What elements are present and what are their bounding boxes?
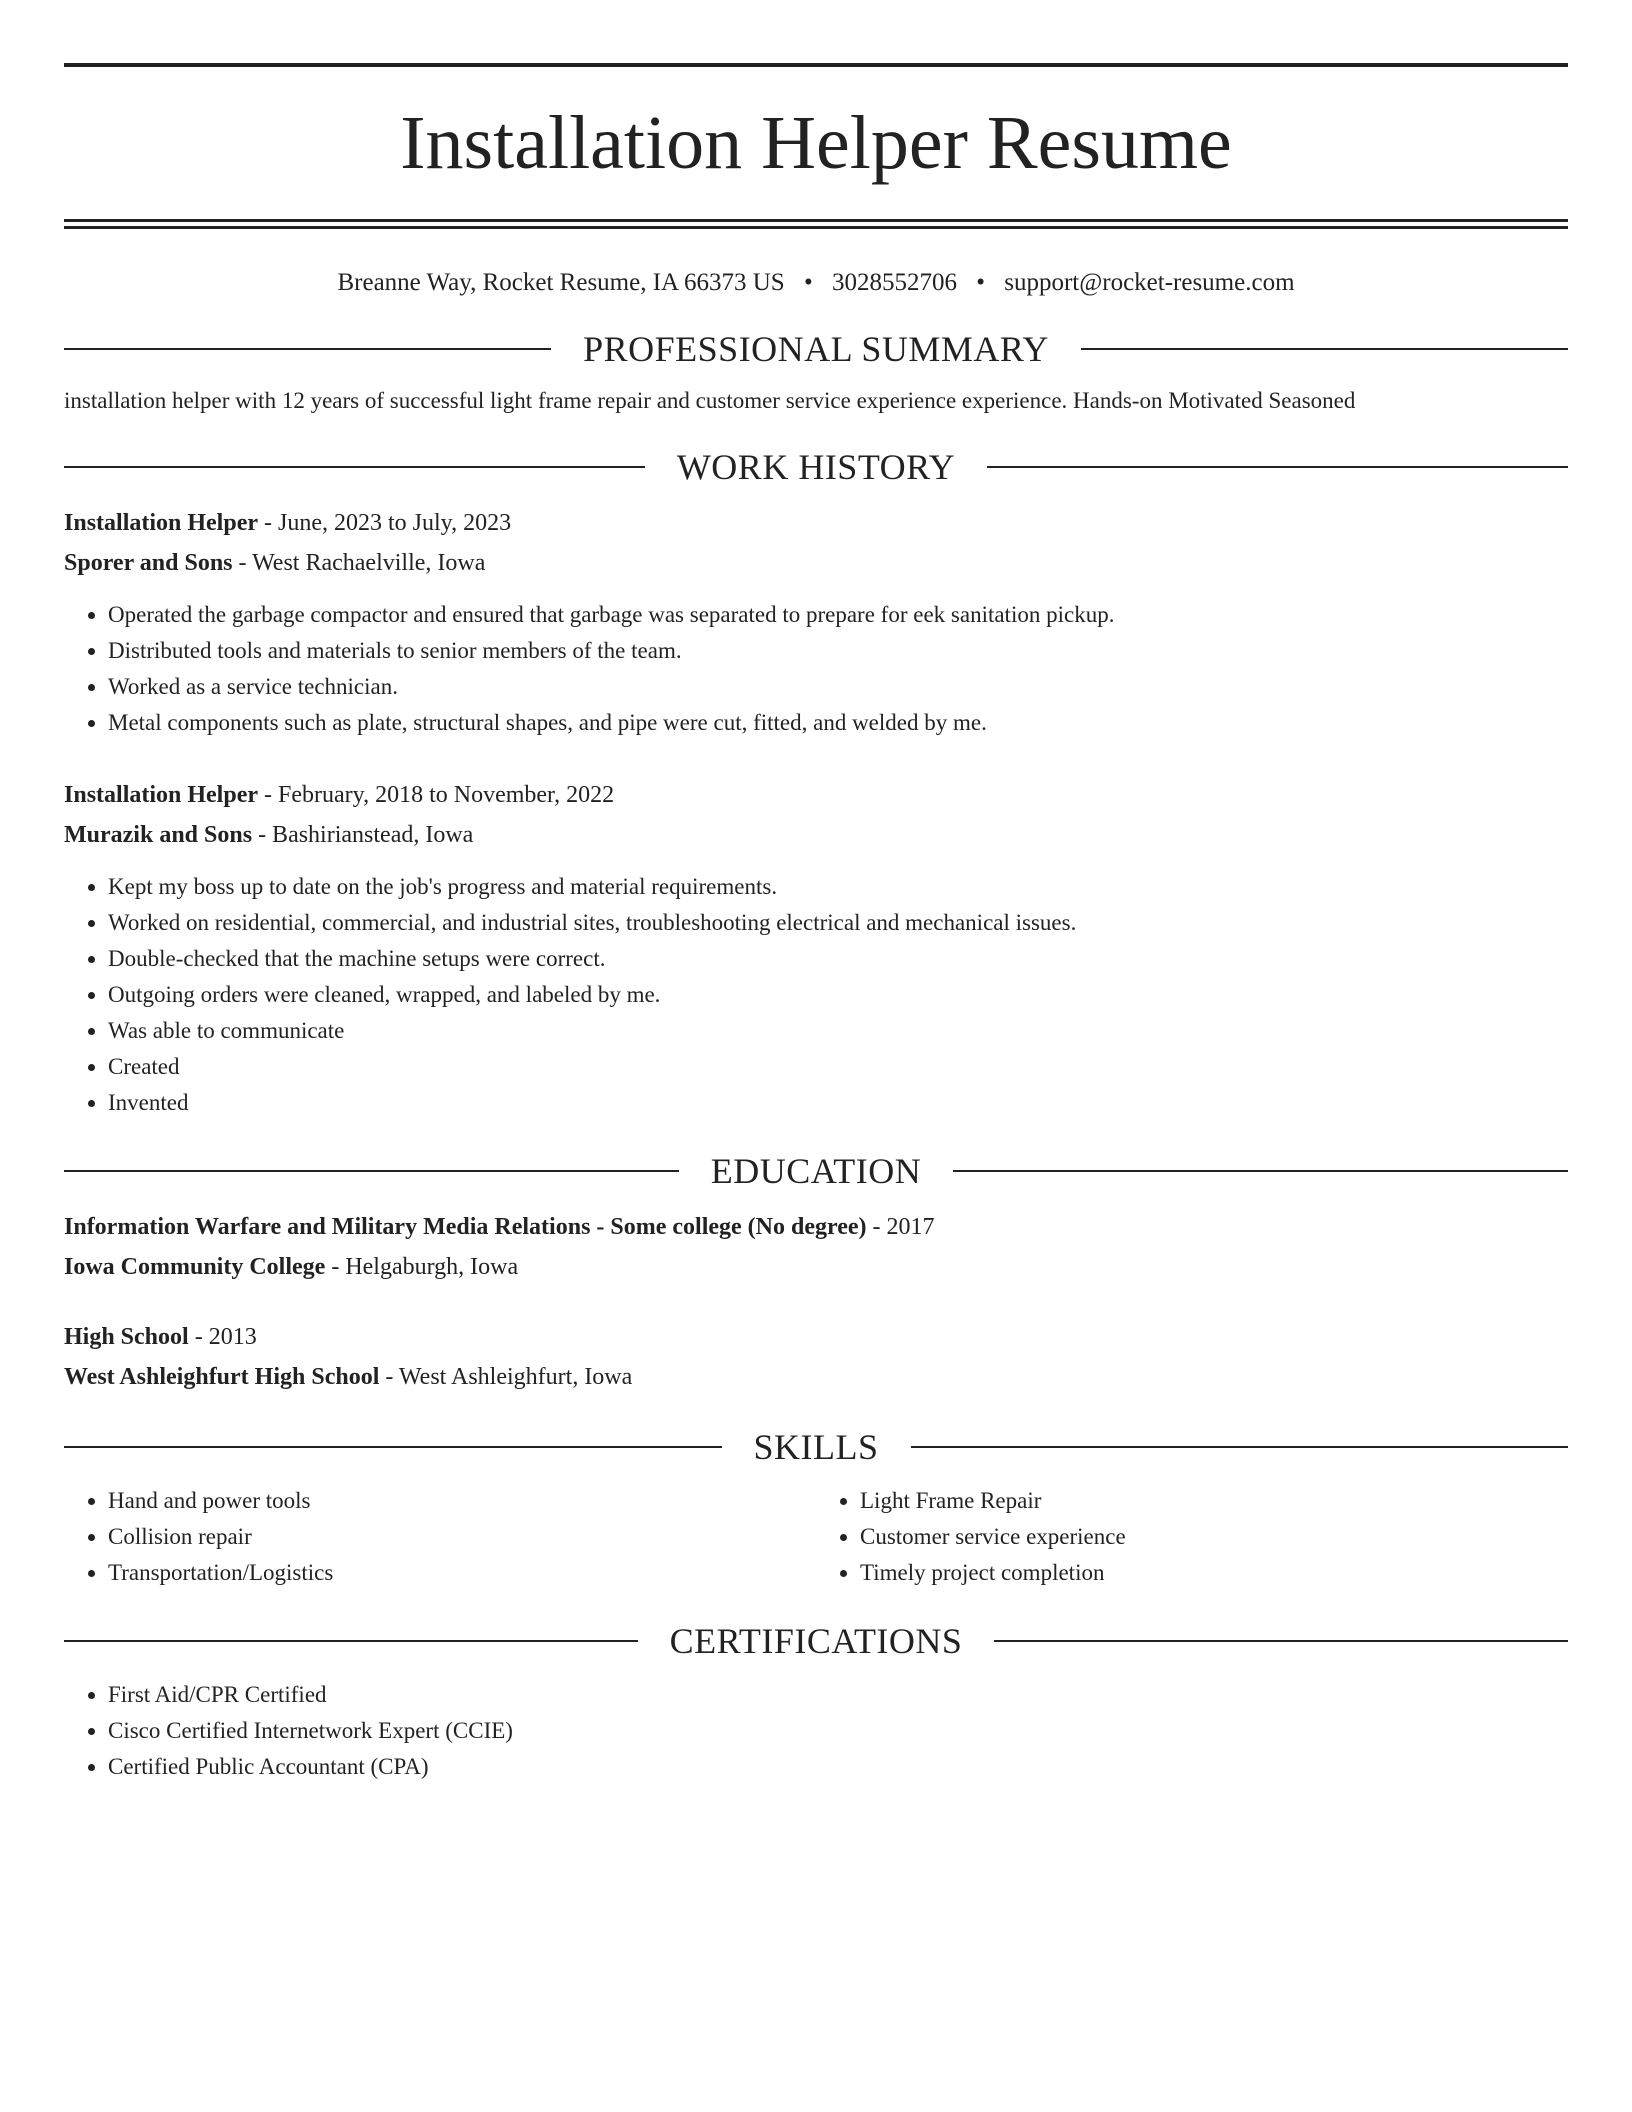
list-item: • Created [108,1049,1568,1085]
heading-rule [911,1446,1569,1448]
job-location: - West Rachaelville, Iowa [232,550,486,576]
summary-text: installation helper with 12 years of successful light frame repair and customer service experience experience. Hands-on Motivated Seasoned [64,388,1356,413]
skills-grid [64,1483,1568,1591]
education-degree: Information Warfare and Military Media Relations - Some college (No degree) [64,1214,867,1240]
job-bullets [64,597,1568,741]
heading-rule [987,466,1568,468]
title-double-rule [64,219,1568,229]
list-item: • Hand and power tools [108,1483,816,1519]
resume-content [64,63,1568,1785]
section-title: PROFESSIONAL SUMMARY [583,329,1049,369]
list-item: • Worked on residential, commercial, and industrial sites, troubleshooting electrical and mechanical issues. [108,905,1568,941]
job-bullets [64,869,1568,1121]
list-item: • Kept my boss up to date on the job's progress and material requirements. [108,869,1568,905]
contact-separator: • [803,269,813,296]
heading-rule [64,1640,638,1642]
education-degree-line [64,1207,1568,1247]
contact-email: support@rocket-resume.com [1004,269,1295,296]
job-company-line [64,543,1568,583]
skills-column-left [64,1483,816,1591]
list-item: • Light Frame Repair [860,1483,1568,1519]
list-item: • Metal components such as plate, structural shapes, and pipe were cut, fitted, and welded by me. [108,705,1568,741]
job-title: Installation Helper [64,782,259,808]
list-item: • Cisco Certified Internetwork Expert (CCIE) [108,1713,1568,1749]
education-degree-line [64,1317,1568,1357]
list-item: • Timely project completion [860,1555,1568,1591]
education-year: - 2013 [188,1324,257,1350]
section-heading-skills [64,1425,1568,1469]
list-item: • First Aid/CPR Certified [108,1677,1568,1713]
top-rule [64,63,1568,67]
list-item: • Customer service experience [860,1519,1568,1555]
heading-rule [64,466,645,468]
list-item: • Was able to communicate [108,1013,1568,1049]
education-school: West Ashleighfurt High School [64,1364,380,1390]
section-heading-education [64,1149,1568,1193]
education-entry [64,1207,1568,1287]
contact-phone: 3028552706 [831,269,957,296]
job-entry [64,503,1568,741]
education-year: - 2017 [866,1214,935,1240]
list-item: • Transportation/Logistics [108,1555,816,1591]
list-item: • Collision repair [108,1519,816,1555]
contact-separator: • [976,269,985,296]
job-dates: - February, 2018 to November, 2022 [258,782,615,808]
section-heading-work [64,445,1568,489]
section-heading-certifications [64,1619,1568,1663]
list-item: • Certified Public Accountant (CPA) [108,1749,1568,1785]
section-heading-summary [64,327,1568,371]
education-entry [64,1317,1568,1397]
heading-rule [1081,348,1568,350]
contact-address: Breanne Way, Rocket Resume, IA 66373 US [337,269,785,296]
education-location: - West Ashleighfurt, Iowa [379,1364,633,1390]
job-title-line [64,503,1568,543]
job-location: - Bashirianstead, Iowa [252,822,474,848]
heading-rule [64,348,551,350]
list-item: • Worked as a service technician. [108,669,1568,705]
list-item: • Invented [108,1085,1568,1121]
list-item: • Operated the garbage compactor and ensured that garbage was separated to prepare for eek sanitation pickup. [108,597,1568,633]
heading-rule [64,1446,722,1448]
certifications-list [64,1677,1568,1785]
job-title-line [64,775,1568,815]
education-school: Iowa Community College [64,1254,326,1280]
section-title: WORK HISTORY [676,447,956,487]
education-school-line [64,1247,1568,1287]
section-title: SKILLS [753,1427,879,1467]
section-title: EDUCATION [710,1151,922,1191]
job-dates: - June, 2023 to July, 2023 [258,510,512,536]
education-degree: High School [64,1324,189,1350]
job-company-line [64,815,1568,855]
list-item: • Double-checked that the machine setups were correct. [108,941,1568,977]
heading-rule [64,1170,679,1172]
job-title: Installation Helper [64,510,259,536]
job-entry [64,775,1568,1121]
list-item: • Distributed tools and materials to senior members of the team. [108,633,1568,669]
job-company: Murazik and Sons [64,822,253,848]
education-school-line [64,1357,1568,1397]
heading-rule [953,1170,1568,1172]
list-item: • Outgoing orders were cleaned, wrapped, and labeled by me. [108,977,1568,1013]
page-title: Installation Helper Resume [400,101,1232,185]
skills-column-right [816,1483,1568,1591]
job-company: Sporer and Sons [64,550,233,576]
contact-line [64,267,1568,299]
education-location: - Helgaburgh, Iowa [325,1254,519,1280]
section-title: CERTIFICATIONS [669,1621,963,1661]
heading-rule [994,1640,1568,1642]
